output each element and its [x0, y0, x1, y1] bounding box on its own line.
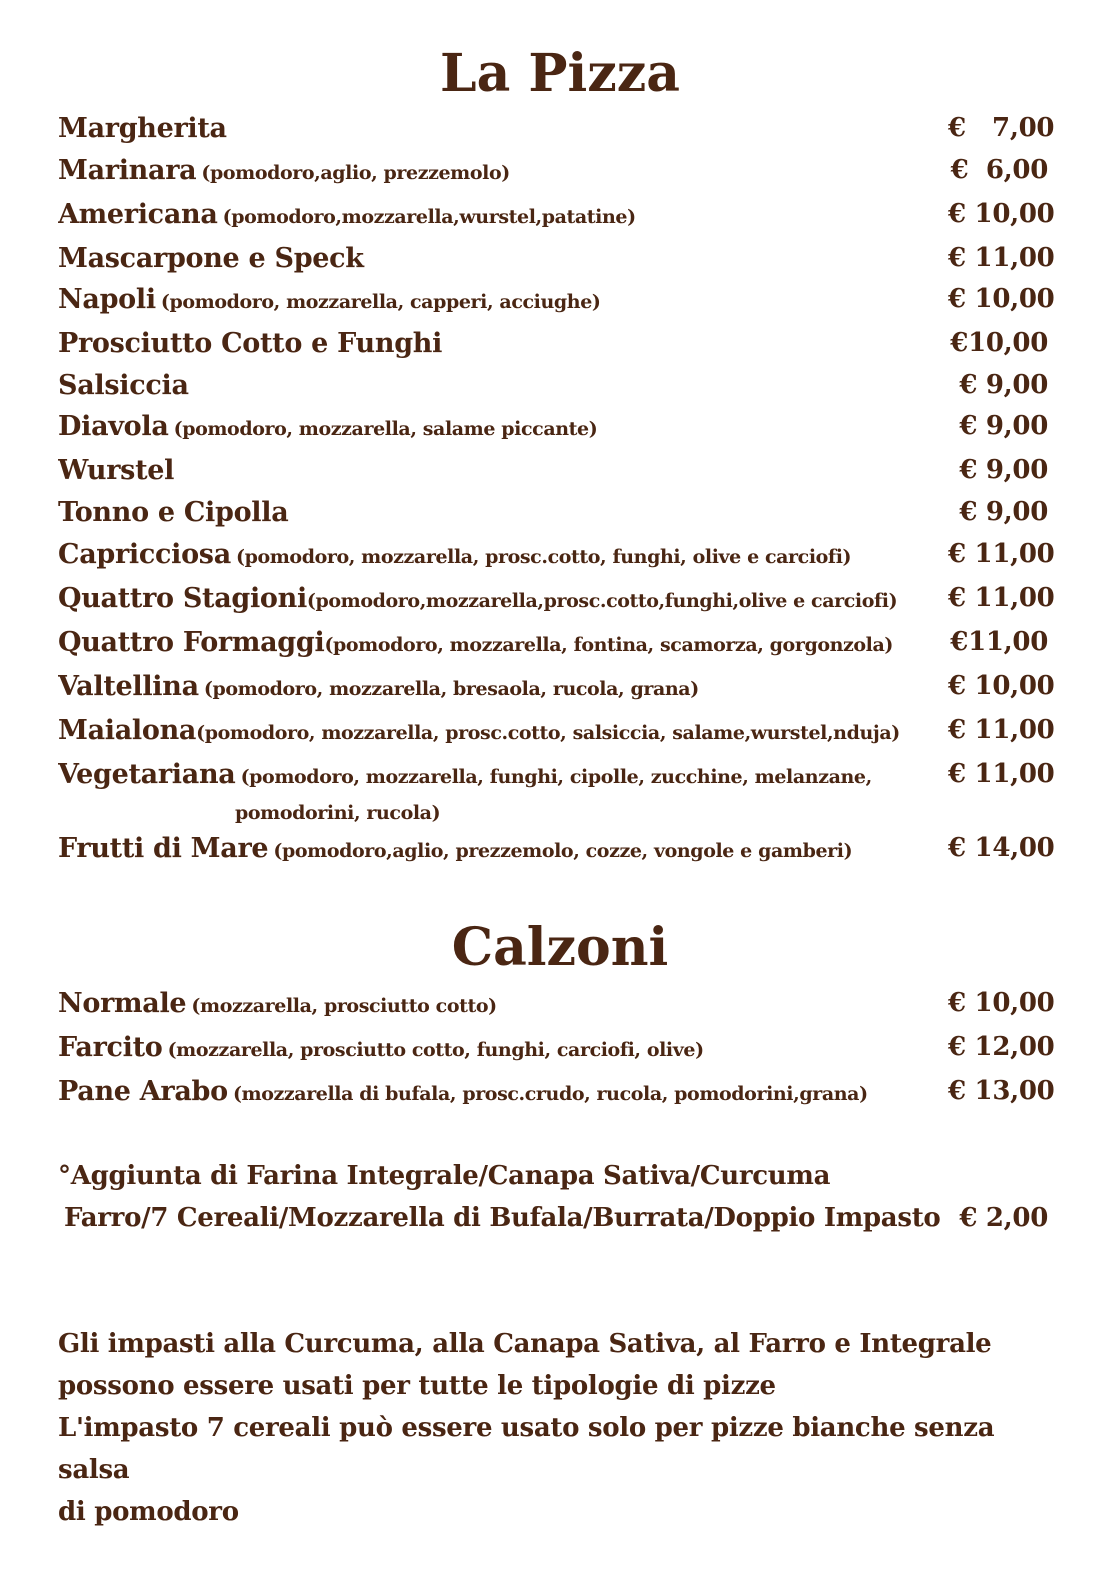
item-price: € 13,00 [948, 1076, 1055, 1106]
item-description: (pomodoro,aglio, prezzemolo) [201, 161, 510, 184]
item-name: Americana [58, 198, 218, 230]
menu-item [58, 754, 1055, 828]
menu-item [58, 578, 1055, 622]
menu-item [58, 194, 1055, 238]
item-name: Margherita [58, 113, 227, 144]
item-price: € 11,00 [948, 538, 1055, 569]
item-price: € 9,00 [959, 411, 1048, 442]
menu-item [58, 492, 1048, 534]
note-line: Gli impasti alla Curcuma, alla Canapa Sativa, al Farro e Integrale [58, 1329, 992, 1359]
item-name: Capricciosa [58, 538, 231, 570]
item-price: € 9,00 [959, 455, 1048, 486]
menu-item [58, 450, 1048, 492]
menu-item [58, 666, 1055, 710]
extras-line-1: °Aggiunta di Farina Integrale/Canapa Sativa/Curcuma [58, 1161, 831, 1191]
calzoni-section-title: Calzoni [451, 917, 669, 978]
menu-item [58, 534, 1055, 578]
menu-item [58, 150, 1048, 194]
item-description: (pomodoro,mozzarella,prosc.cotto,funghi,olive e carciofi) [306, 589, 898, 612]
item-price: € 7,00 [948, 113, 1055, 143]
item-price: € 12,00 [948, 1032, 1055, 1062]
menu-item [58, 710, 1055, 754]
item-description: (pomodoro, mozzarella, bresaola, rucola, grana) [203, 677, 699, 700]
item-name: Frutti di Mare [58, 832, 269, 864]
menu-item [58, 406, 1048, 450]
item-name: Quattro Formaggi [58, 626, 325, 658]
item-price: € 14,00 [948, 832, 1055, 863]
pizza-menu-list [58, 108, 1055, 872]
extras-price: € 2,00 [959, 1203, 1048, 1233]
item-description: (pomodoro, mozzarella, salame piccante) [173, 418, 598, 441]
menu-item [58, 323, 1048, 365]
extras-block [58, 1155, 1048, 1239]
pizza-section-title: La Pizza [440, 43, 680, 104]
note-line: L'impasto 7 cereali può essere usato solo per pizze bianche senza salsa [58, 1413, 995, 1485]
menu-item [58, 1071, 1055, 1115]
item-description: (pomodoro, mozzarella, prosc.cotto, salsiccia, salame,wurstel,nduja) [196, 721, 900, 744]
item-price: €10,00 [950, 328, 1048, 359]
item-price: € 11,00 [948, 714, 1055, 745]
menu-item [58, 983, 1055, 1027]
item-price: € 11,00 [948, 242, 1055, 273]
item-name: Napoli [58, 284, 156, 316]
calzoni-menu-list [58, 983, 1055, 1115]
item-price: € 10,00 [948, 284, 1055, 315]
item-description: (pomodoro,mozzarella,wurstel,patatine) [222, 205, 636, 228]
item-name: Wurstel [58, 455, 175, 487]
item-description-continued: pomodorini, rucola) [235, 801, 441, 824]
note-line: di pomodoro [58, 1497, 239, 1527]
item-description: (pomodoro, mozzarella, capperi, acciughe) [160, 291, 601, 314]
item-description: (pomodoro, mozzarella, funghi, cipolle, zucchine, melanzane, [240, 765, 872, 788]
item-description: (pomodoro, mozzarella, prosc.cotto, funghi, olive e carciofi) [235, 545, 852, 568]
item-price: € 11,00 [948, 758, 1055, 789]
item-price: €11,00 [950, 626, 1048, 657]
item-name: Farcito [58, 1032, 163, 1063]
menu-item [58, 365, 1048, 407]
item-price: € 11,00 [948, 582, 1055, 613]
item-price: € 9,00 [959, 496, 1048, 527]
dough-note [58, 1323, 1048, 1533]
item-name: Valtellina [58, 670, 199, 702]
menu-item [58, 108, 1055, 150]
item-description: (pomodoro,aglio, prezzemolo, cozze, vongole e gamberi) [273, 839, 853, 862]
item-name: Pane Arabo [58, 1076, 228, 1107]
item-description: (mozzarella di bufala, prosc.crudo, rucola, pomodorini,grana) [232, 1083, 868, 1105]
item-price: € 9,00 [959, 369, 1048, 400]
item-name: Salsiccia [58, 369, 189, 401]
item-name: Maialona [58, 714, 197, 746]
item-name: Normale [58, 988, 187, 1019]
item-name: Diavola [58, 411, 169, 443]
menu-item [58, 622, 1048, 666]
menu-item [58, 279, 1055, 323]
item-price: € 10,00 [948, 988, 1055, 1018]
item-name: Vegetariana [58, 758, 236, 790]
item-price: € 10,00 [948, 670, 1055, 701]
item-price: € 10,00 [948, 198, 1055, 229]
item-name: Prosciutto Cotto e Funghi [58, 328, 443, 360]
menu-item [58, 1027, 1055, 1071]
item-name: Marinara [58, 154, 197, 186]
menu-item [58, 828, 1055, 872]
item-description: (pomodoro, mozzarella, fontina, scamorza, gorgonzola) [324, 633, 893, 656]
item-price: € 6,00 [950, 154, 1048, 185]
item-name: Quattro Stagioni [58, 582, 307, 614]
item-name: Tonno e Cipolla [58, 496, 289, 528]
item-name: Mascarpone e Speck [58, 242, 364, 274]
menu-item [58, 238, 1055, 280]
extras-line-2: Farro/7 Cereali/Mozzarella di Bufala/Burrata/Doppio Impasto [64, 1203, 941, 1233]
item-description: (mozzarella, prosciutto cotto) [191, 995, 497, 1017]
note-line: possono essere usati per tutte le tipologie di pizze [58, 1371, 776, 1401]
item-description: (mozzarella, prosciutto cotto, funghi, carciofi, olive) [167, 1039, 704, 1061]
